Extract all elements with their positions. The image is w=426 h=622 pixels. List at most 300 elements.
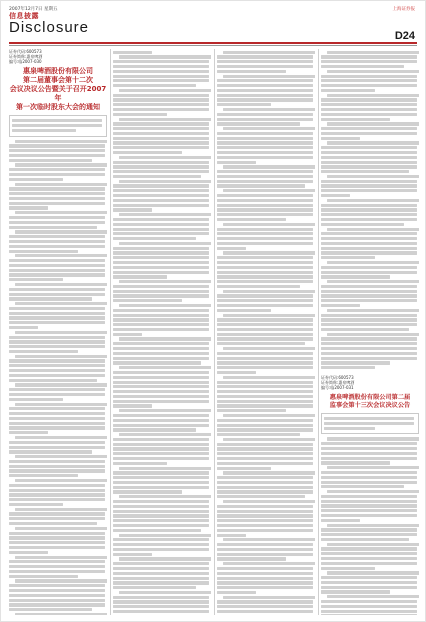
- column-3-body: [217, 51, 315, 615]
- text-line: [321, 151, 417, 154]
- text-line: [113, 529, 201, 532]
- article1-meta: [9, 49, 107, 65]
- announcement-number: 编号:临2007-030: [9, 59, 42, 65]
- text-line: [321, 84, 417, 87]
- text-line: [217, 366, 313, 369]
- text-line: [9, 584, 105, 587]
- column-3: [217, 49, 315, 615]
- text-line: [217, 361, 313, 364]
- disclaimer-box: [321, 413, 419, 435]
- text-line: [321, 204, 417, 207]
- text-line: [113, 471, 209, 474]
- text-line: [321, 581, 417, 584]
- text-line: [9, 269, 105, 272]
- text-line: [321, 500, 417, 503]
- text-line: [217, 294, 313, 297]
- text-line: [15, 355, 107, 358]
- text-line: [321, 98, 417, 101]
- text-line: [321, 290, 417, 293]
- text-line: [15, 508, 107, 511]
- text-line: [321, 605, 417, 608]
- text-line: [217, 194, 313, 197]
- text-line: [217, 204, 313, 207]
- text-line: [327, 175, 419, 178]
- text-line: [9, 474, 78, 477]
- text-line: [9, 493, 105, 496]
- text-line: [113, 98, 209, 101]
- text-line: [321, 146, 417, 149]
- text-line: [321, 361, 390, 364]
- text-line: [217, 357, 313, 360]
- text-line: [321, 137, 360, 140]
- text-line: [217, 275, 313, 278]
- text-line: [217, 65, 313, 68]
- text-line: [113, 204, 209, 207]
- text-line: [9, 608, 92, 611]
- text-line: [321, 79, 417, 82]
- text-line: [321, 495, 417, 498]
- text-line: [217, 170, 313, 173]
- text-line: [9, 345, 105, 348]
- text-line: [9, 273, 105, 276]
- text-line: [9, 369, 105, 372]
- text-line: [223, 347, 315, 350]
- text-line: [217, 447, 313, 450]
- headline-line: 会议决议公告暨关于召开2007年: [9, 84, 107, 102]
- text-line: [113, 285, 209, 288]
- text-line: [217, 280, 313, 283]
- text-line: [321, 189, 417, 192]
- text-line: [321, 481, 417, 484]
- text-line: [113, 577, 209, 580]
- text-line: [113, 524, 209, 527]
- text-line: [113, 452, 209, 455]
- text-line: [321, 208, 417, 211]
- text-line: [217, 419, 313, 422]
- text-line: [321, 285, 417, 288]
- text-line: [113, 79, 209, 82]
- text-line: [223, 596, 315, 599]
- text-line: [321, 452, 417, 455]
- text-line: [217, 247, 246, 250]
- column-divider: [214, 49, 215, 615]
- text-line: [113, 247, 209, 250]
- column-4: [321, 49, 419, 615]
- text-line: [321, 328, 409, 331]
- text-line: [15, 479, 107, 482]
- text-line: [113, 314, 209, 317]
- text-line: [321, 318, 417, 321]
- text-line: [217, 404, 313, 407]
- text-line: [113, 199, 209, 202]
- text-line: [217, 70, 286, 73]
- text-line: [113, 75, 209, 78]
- column-2: [113, 49, 211, 615]
- text-line: [113, 486, 209, 489]
- text-line: [113, 103, 209, 106]
- brand-en: Disclosure: [9, 19, 90, 36]
- text-line: [327, 141, 419, 144]
- text-line: [321, 576, 417, 579]
- text-line: [9, 316, 105, 319]
- text-line: [113, 232, 209, 235]
- text-line: [217, 605, 313, 608]
- text-line: [217, 122, 300, 125]
- text-line: [321, 442, 417, 445]
- text-line: [321, 213, 417, 216]
- text-line: [15, 302, 107, 305]
- text-line: [9, 216, 105, 219]
- text-line: [217, 567, 313, 570]
- text-line: [113, 141, 209, 144]
- text-line: [9, 512, 105, 515]
- text-line: [113, 428, 196, 431]
- text-line: [217, 572, 313, 575]
- text-line: [217, 213, 313, 216]
- text-line: [217, 103, 271, 106]
- text-line: [9, 326, 38, 329]
- text-line: [15, 163, 107, 166]
- text-line: [113, 447, 209, 450]
- text-line: [9, 187, 105, 190]
- text-line: [321, 165, 417, 168]
- text-line: [113, 299, 182, 302]
- text-line: [324, 427, 375, 430]
- text-line: [321, 194, 350, 197]
- headline-line: 惠泉啤酒股份有限公司第二届: [329, 393, 411, 401]
- text-line: [321, 610, 417, 613]
- text-line: [321, 237, 417, 240]
- text-line: [12, 129, 76, 132]
- column-2-body: [113, 51, 211, 615]
- text-line: [113, 548, 209, 551]
- text-line: [119, 304, 211, 307]
- text-line: [9, 489, 105, 492]
- text-line: [113, 514, 209, 517]
- text-line: [113, 309, 209, 312]
- text-line: [321, 586, 417, 589]
- text-line: [217, 84, 313, 87]
- text-line: [113, 84, 196, 87]
- text-line: [321, 471, 417, 474]
- text-line: [9, 446, 105, 449]
- text-line: [119, 433, 211, 436]
- text-line: [217, 79, 313, 82]
- text-line: [15, 527, 107, 530]
- text-line: [113, 586, 196, 589]
- stock-short-name: 证券简称:惠泉啤酒: [321, 380, 355, 386]
- text-line: [321, 108, 417, 111]
- text-line: [321, 103, 417, 106]
- text-line: [327, 524, 419, 527]
- section-tag: 上海证券报: [392, 7, 415, 12]
- text-line: [9, 431, 48, 434]
- column-divider: [110, 49, 111, 615]
- text-line: [321, 447, 417, 450]
- text-line: [223, 51, 315, 54]
- text-line: [113, 600, 209, 603]
- text-line: [113, 562, 209, 565]
- text-line: [9, 426, 105, 429]
- text-line: [9, 503, 63, 506]
- text-line: [9, 374, 105, 377]
- text-line: [9, 469, 105, 472]
- text-line: [321, 156, 417, 159]
- text-line: [217, 180, 313, 183]
- text-line: [9, 599, 105, 602]
- text-line: [217, 55, 313, 58]
- stock-short-name: 证券简称:惠泉啤酒: [9, 54, 43, 60]
- text-line: [9, 541, 105, 544]
- text-line: [321, 161, 417, 164]
- text-line: [327, 122, 419, 125]
- text-line: [217, 481, 313, 484]
- text-line: [217, 395, 313, 398]
- text-line: [113, 290, 209, 293]
- text-line: [119, 280, 211, 283]
- text-line: [217, 242, 313, 245]
- text-line: [321, 519, 360, 522]
- text-line: [217, 486, 313, 489]
- text-line: [217, 208, 313, 211]
- text-line: [327, 70, 419, 73]
- text-line: [321, 600, 417, 603]
- text-line: [217, 490, 313, 493]
- text-line: [321, 256, 375, 259]
- text-line: [321, 118, 390, 121]
- text-line: [217, 519, 313, 522]
- text-line: [321, 247, 417, 250]
- text-line: [327, 51, 419, 54]
- text-line: [217, 462, 313, 465]
- text-line: [217, 261, 313, 264]
- text-line: [113, 323, 209, 326]
- text-line: [217, 337, 313, 340]
- text-line: [321, 509, 417, 512]
- text-line: [217, 581, 313, 584]
- text-line: [217, 304, 313, 307]
- text-line: [119, 156, 211, 159]
- text-line: [217, 256, 313, 259]
- text-line: [113, 271, 209, 274]
- text-line: [223, 438, 315, 441]
- article2-headline: [321, 394, 419, 410]
- article1-body: [9, 140, 107, 615]
- text-line: [321, 218, 417, 221]
- text-line: [9, 422, 105, 425]
- text-line: [217, 137, 313, 140]
- text-line: [9, 144, 105, 147]
- text-line: [321, 223, 404, 226]
- text-line: [223, 165, 315, 168]
- text-line: [321, 567, 375, 570]
- text-line: [15, 211, 107, 214]
- headline-line: 惠泉啤酒股份有限公司: [23, 66, 93, 75]
- text-line: [217, 505, 313, 508]
- text-line: [15, 579, 107, 582]
- text-line: [113, 60, 209, 63]
- header-rule-thin: [9, 45, 417, 46]
- stock-code: 证券代码:600573: [321, 374, 354, 380]
- stock-code: 证券代码:600573: [9, 49, 42, 54]
- text-line: [9, 178, 63, 181]
- text-line: [9, 364, 105, 367]
- text-line: [217, 510, 313, 513]
- text-line: [324, 417, 414, 420]
- text-line: [9, 336, 105, 339]
- text-line: [327, 199, 419, 202]
- text-line: [113, 490, 182, 493]
- text-line: [9, 417, 105, 420]
- text-line: [217, 577, 313, 580]
- text-line: [113, 538, 209, 541]
- text-line: [9, 350, 78, 353]
- text-line: [321, 476, 417, 479]
- text-line: [217, 151, 313, 154]
- text-line: [113, 505, 209, 508]
- column-1: [9, 49, 107, 615]
- text-line: [327, 309, 419, 312]
- text-line: [217, 237, 313, 240]
- text-line: [217, 333, 313, 336]
- text-line: [217, 534, 246, 537]
- text-line: [9, 226, 97, 229]
- text-line: [15, 436, 107, 439]
- text-line: [217, 161, 256, 164]
- text-line: [327, 280, 419, 283]
- text-line: [113, 385, 209, 388]
- headline-line: 第二届董事会第十二次: [23, 75, 93, 84]
- text-line: [113, 381, 209, 384]
- text-line: [9, 293, 105, 296]
- text-line: [321, 113, 417, 116]
- text-line: [113, 218, 209, 221]
- text-line: [9, 546, 105, 549]
- text-line: [119, 337, 211, 340]
- text-line: [9, 221, 105, 224]
- text-line: [321, 461, 390, 464]
- text-line: [113, 127, 209, 130]
- announcement-number: 编号:临2007-031: [321, 385, 354, 391]
- text-line: [113, 424, 209, 427]
- text-line: [113, 371, 209, 374]
- text-line: [321, 299, 417, 302]
- text-line: [113, 184, 209, 187]
- text-line: [9, 393, 105, 396]
- text-line: [113, 476, 209, 479]
- text-line: [217, 132, 313, 135]
- text-line: [9, 589, 105, 592]
- text-line: [113, 94, 209, 97]
- text-line: [327, 94, 419, 97]
- text-line: [223, 223, 315, 226]
- article2-meta: [321, 375, 419, 391]
- text-line: [113, 443, 209, 446]
- text-line: [223, 189, 315, 192]
- text-line: [113, 51, 152, 54]
- text-line: [217, 113, 313, 116]
- text-line: [9, 398, 63, 401]
- text-line: [12, 119, 102, 122]
- text-line: [9, 250, 78, 253]
- text-line: [9, 278, 63, 281]
- text-line: [321, 65, 404, 68]
- text-line: [113, 108, 209, 111]
- text-line: [321, 614, 417, 615]
- text-line: [217, 452, 313, 455]
- text-line: [217, 467, 271, 470]
- text-line: [113, 137, 209, 140]
- text-line: [321, 528, 417, 531]
- text-line: [15, 613, 107, 615]
- text-line: [217, 352, 313, 355]
- text-line: [321, 271, 417, 274]
- text-line: [327, 228, 419, 231]
- text-line: [217, 232, 313, 235]
- text-line: [9, 202, 105, 205]
- text-line: [217, 553, 313, 556]
- text-line: [321, 547, 417, 550]
- text-line: [327, 595, 419, 598]
- text-line: [217, 98, 313, 101]
- text-line: [119, 557, 211, 560]
- text-line: [15, 403, 107, 406]
- text-line: [321, 323, 417, 326]
- text-line: [321, 184, 417, 187]
- text-line: [113, 572, 209, 575]
- text-line: [119, 213, 211, 216]
- text-line: [327, 543, 419, 546]
- text-line: [119, 591, 211, 594]
- text-line: [9, 484, 105, 487]
- text-line: [9, 498, 105, 501]
- text-line: [113, 223, 209, 226]
- text-line: [113, 165, 209, 168]
- text-line: [217, 600, 313, 603]
- text-line: [217, 299, 313, 302]
- text-line: [9, 603, 105, 606]
- text-line: [217, 342, 305, 345]
- text-line: [119, 55, 211, 58]
- text-line: [217, 371, 256, 374]
- text-line: [119, 409, 211, 412]
- text-line: [15, 283, 107, 286]
- text-line: [327, 490, 419, 493]
- text-line: [119, 89, 211, 92]
- text-line: [321, 304, 360, 307]
- text-line: [113, 208, 152, 211]
- text-line: [321, 504, 417, 507]
- text-line: [217, 266, 313, 269]
- text-line: [327, 437, 419, 440]
- text-line: [217, 89, 313, 92]
- text-line: [321, 242, 417, 245]
- text-line: [9, 379, 97, 382]
- text-line: [321, 127, 417, 130]
- text-line: [223, 500, 315, 503]
- text-line: [217, 543, 313, 546]
- text-line: [217, 175, 313, 178]
- text-line: [9, 536, 105, 539]
- text-line: [321, 590, 390, 593]
- text-line: [15, 254, 107, 257]
- text-line: [321, 75, 417, 78]
- text-line: [9, 359, 105, 362]
- text-line: [217, 390, 313, 393]
- text-line: [113, 318, 209, 321]
- article1-headline: [9, 67, 107, 112]
- text-line: [113, 581, 209, 584]
